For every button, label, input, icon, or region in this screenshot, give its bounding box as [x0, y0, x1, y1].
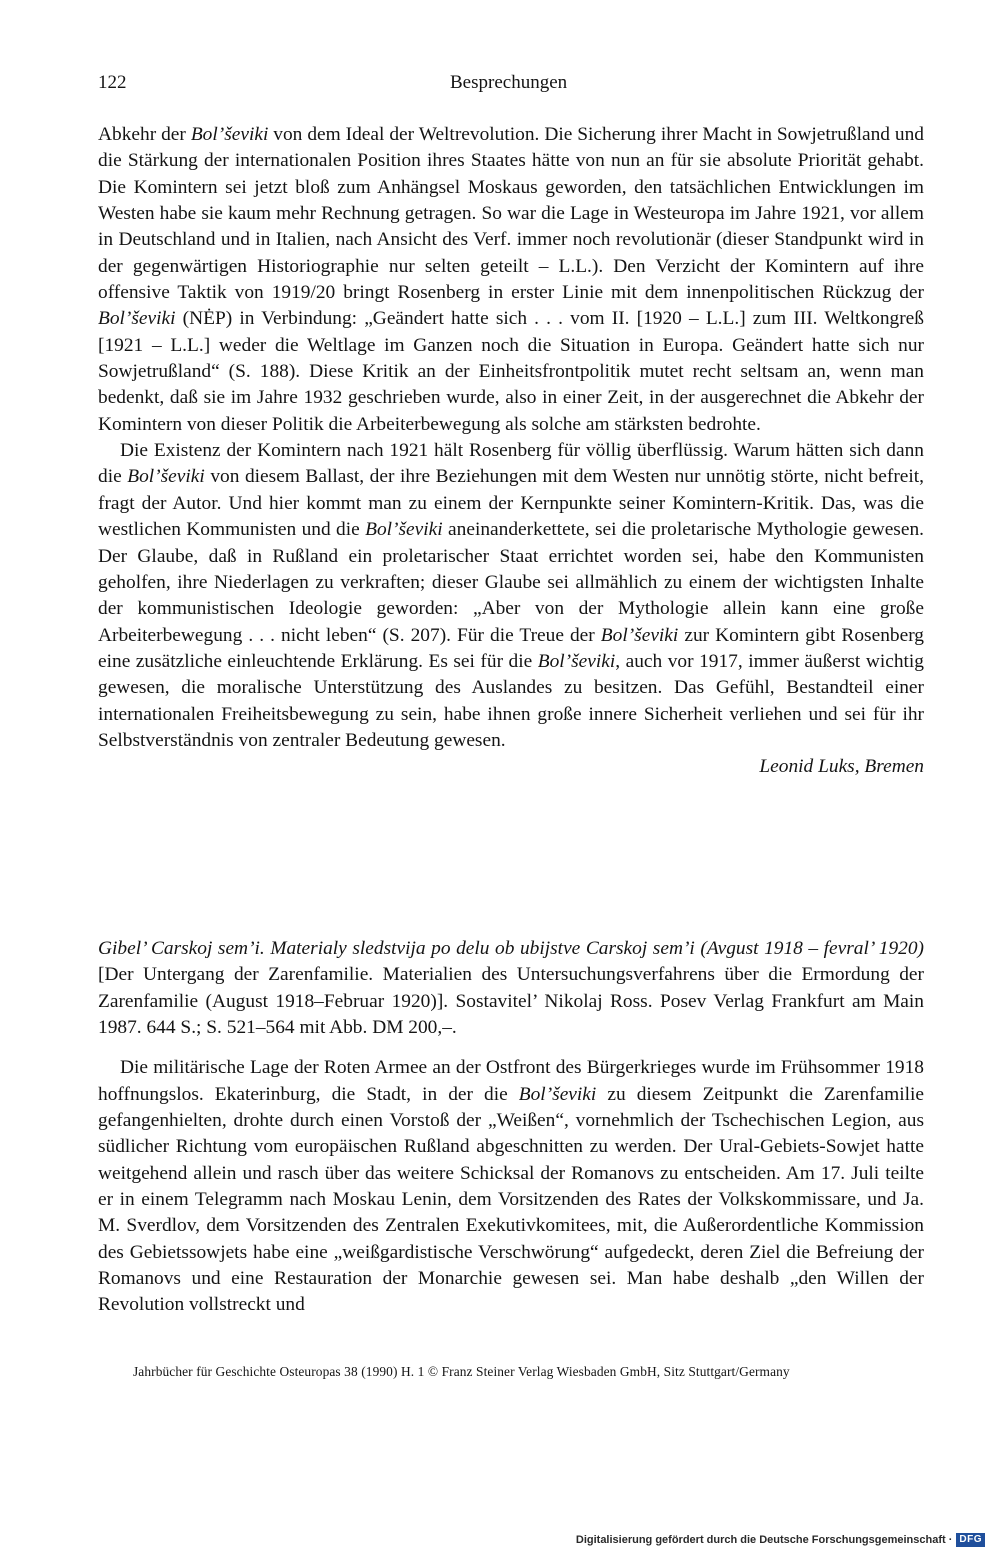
- review-1-paragraph-1: [98, 122, 924, 438]
- dfg-funding-banner: [576, 1532, 985, 1547]
- dfg-funding-text: Digitalisierung gefördert durch die Deutsche Forschungsgemeinschaft ·: [575, 1533, 953, 1546]
- italic-run: Bol’ševiki: [365, 519, 443, 541]
- review-1: [98, 122, 924, 781]
- italic-run: Bol’ševiki: [518, 1083, 597, 1105]
- text-run: , auch vor 1917, immer äußerst wichtig gewesen, die moralische Unterstützung des Auslandes zu besitzen. Das Gefühl, Bestandteil einer internationalen Freiheitsbewegung zu sein, habe ihnen große innere Sicherheit verliehen und sei für ihr Selbstverständnis von zentraler Bedeutung gewesen.: [98, 650, 924, 751]
- italic-run: Bol’ševiki: [190, 124, 269, 145]
- italic-run: Bol’ševiki: [537, 650, 616, 672]
- running-head: Besprechungen: [450, 72, 568, 93]
- text-run: von dem Ideal der Weltrevolution. Die Sicherung ihrer Macht in Sowjetrußland und die Stärkung der internationalen Position ihres Staates hätte von nun an für sie absolute Priorität gehabt. Die Komintern sei jetzt bloß zum Anhängsel Moskaus geworden, den tatsächlichen Entwicklungen im Westen habe sie kaum mehr Rechnung getragen. So war die Lage in Westeuropa im Jahre 1921, vor allem in Deutschland und in Italien, nach Ansicht des Verf. immer noch revolutionär (dieser Standpunkt wird in der gegenwärtigen Historiographie nur selten geteilt – L.L.). Den Verzicht der Komintern auf ihre offensive Taktik von 1919/20 bringt Rosenberg in erster Linie mit dem innenpolitischen Rückzug der: [98, 124, 925, 304]
- reviewer-signature: Leonid Luks, Bremen: [759, 756, 924, 778]
- page-number: 122: [98, 72, 127, 93]
- review-2: [98, 936, 924, 1319]
- review-2-bibliographic-entry: [98, 936, 924, 1041]
- text-run: Die militärische Lage der Roten Armee an der Ostfront des Bürgerkrieges wurde im Frühsommer 1918 hoffnungslos. Ekaterinburg, die Stadt, in der die: [98, 1057, 924, 1105]
- text-run: Die Existenz der Komintern nach 1921 hält Rosenberg für völlig überflüssig. Warum hätten sich dann die: [98, 440, 924, 488]
- dfg-logo: DFG: [956, 1533, 985, 1547]
- italic-run: Bol’ševiki: [127, 466, 205, 488]
- review-1-paragraph-2: [98, 438, 924, 754]
- italic-run: Bol’ševiki: [98, 308, 176, 330]
- journal-footer: Jahrbücher für Geschichte Osteuropas 38 (1990) H. 1 © Franz Steiner Verlag Wiesbaden GmbH, Sitz Stuttgart/Germany: [133, 1364, 790, 1379]
- italic-run: Gibel’ Carskoj sem’i. Materialy sledstvija po delu ob ubijstve Carskoj sem’i (Avgust 1918 – fevral’ 1920): [98, 938, 924, 959]
- italic-run: Bol’ševiki: [600, 624, 679, 646]
- text-run: [Der Untergang der Zarenfamilie. Materialien des Untersuchungsverfahrens über die Ermordung der Zarenfamilie (August 1918–Februar 1920)]. Sostavitel’ Nikolaj Ross. Posev Verlag Frankfurt am Main 1987. 644 S.; S. 521–564 mit Abb. DM 200,–.: [98, 964, 924, 1039]
- text-run: Abkehr der: [98, 124, 191, 145]
- text-run: zu diesem Zeitpunkt die Zarenfamilie gefangenhielten, drohte durch einen Vorstoß der „Weißen“, vornehmlich der Tschechischen Legion, aus südlicher Richtung vom europäischen Rußland abgeschnitten zu werden. Der Ural-Gebiets-Sowjet hatte weitgehend allein und rasch über das weitere Schicksal der Romanovs zu entscheiden. Am 17. Juli teilte er in einem Telegramm nach Moskau Lenin, dem Vorsitzenden des Rates der Volkskommissare, und Ja. M. Sverdlov, dem Vorsitzenden des Zentralen Exekutivkomitees, mit, die Außerordentliche Kommission des Gebietssowjets habe eine „weißgardistische Verschwörung“ aufgedeckt, deren Ziel die Befreiung der Romanovs und eine Restauration der Monarchie gewesen sei. Man habe deshalb „den Willen der Revolution vollstreckt und: [98, 1083, 924, 1316]
- text-run: von diesem Ballast, der ihre Beziehungen mit dem Westen nur unnötig störte, nicht befreit, fragt der Autor. Und hier kommt man zu einem der Kernpunkte seiner Komintern-Kritik. Das, was die westlichen Kommunisten und die: [98, 466, 924, 541]
- text-run: (NĖP) in Verbindung: „Geändert hatte sich . . . vom II. [1920 – L.L.] zum III. Weltkongreß [1921 – L.L.] weder die Weltlage im Ganzen noch die Situation in Europa. Geändert hatte sich nur Sowjetrußland“ (S. 188). Diese Kritik an der Einheitsfrontpolitik mutet recht seltsam an, wenn man bedenkt, daß sie im Jahre 1932 geschrieben wurde, also in einer Zeit, in der ausgerechnet die Abkehr der Komintern von dieser Politik die Arbeiterbewegung als solche am stärksten bedrohte.: [98, 308, 924, 435]
- review-2-paragraph-1: [98, 1055, 924, 1318]
- text-run: zur Komintern gibt Rosenberg eine zusätzliche einleuchtende Erklärung. Es sei für die: [98, 624, 925, 672]
- text-run: aneinanderkettete, sei die proletarische Mythologie gewesen. Der Glaube, daß in Rußland ein proletarischer Staat errichtet worden sei, habe den Kommunisten geholfen, ihre Niederlagen zu verkraften; dieser Glaube sei allmählich zu einem der wichtigsten Inhalte der kommunistischen Ideologie geworden: „Aber von der Mythologie allein kann eine große Arbeiterbewegung . . . nicht leben“ (S. 207). Für die Treue der: [98, 519, 925, 646]
